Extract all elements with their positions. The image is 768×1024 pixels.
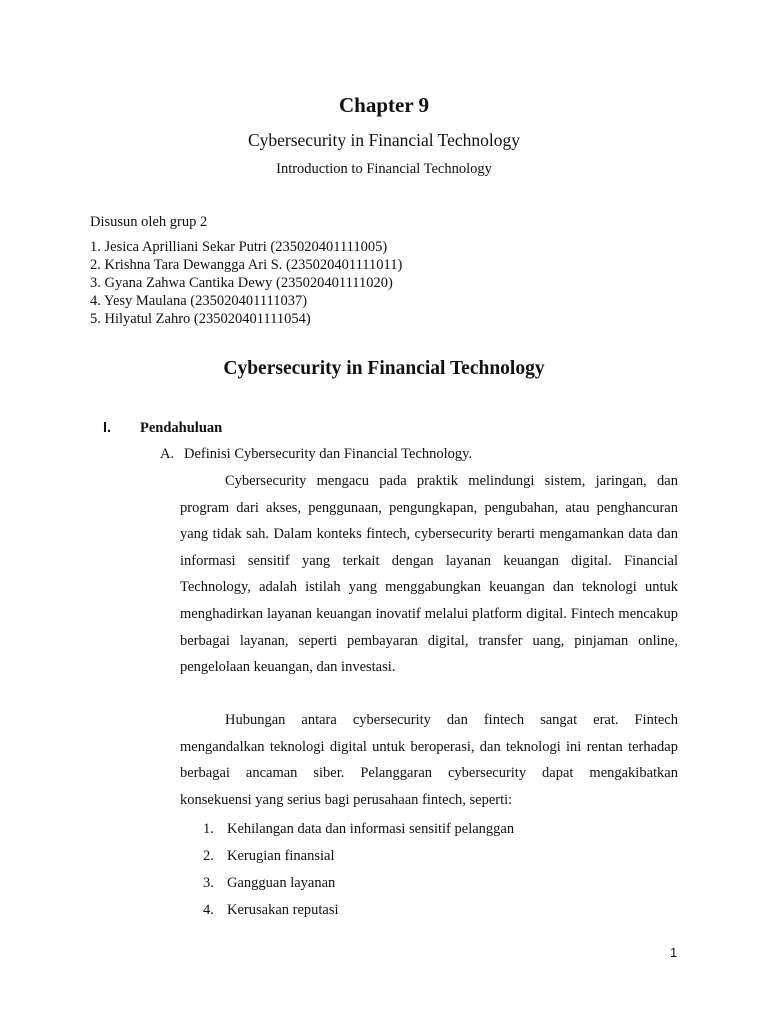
author-item: 3. Gyana Zahwa Cantika Dewy (235020401111020) <box>90 275 393 291</box>
author-item: 2. Krishna Tara Dewangga Ari S. (235020401111011) <box>90 257 403 273</box>
section-heading <box>103 418 222 438</box>
page-number: 1 <box>670 945 678 960</box>
list-item <box>203 843 514 870</box>
list-item-text: Kehilangan data dan informasi sensitif pelanggan <box>227 821 515 837</box>
body-paragraph: Cybersecurity mengacu pada praktik melindungi sistem, jaringan, dan program dari akses, penggunaan, pengungkapan, pengubahan, atau penghancuran yang tidak sah. Dalam konteks fintech, cybersecurity berarti mengamankan data dan informasi sensitif yang terkait dengan layanan keuangan digital. Financial Technology, adalah istilah yang menggabungkan keuangan dan teknologi untuk menghadirkan layanan keuangan inovatif melalui platform digital. Fintech mencakup berbagai layanan, seperti pembayaran digital, transfer uang, pinjaman online, pengelolaan keuangan, dan investasi. <box>180 473 678 676</box>
subsection-heading <box>160 444 472 464</box>
consequence-list <box>203 816 514 924</box>
main-heading: Cybersecurity in Financial Technology <box>223 358 545 379</box>
subsection-title: Definisi Cybersecurity dan Financial Technology. <box>184 446 473 462</box>
list-item-text: Kerugian finansial <box>227 848 335 864</box>
chapter-intro: Introduction to Financial Technology <box>276 161 492 177</box>
list-item <box>203 816 514 843</box>
chapter-subtitle: Cybersecurity in Financial Technology <box>247 130 521 150</box>
list-item-text: Gangguan layanan <box>227 875 336 891</box>
chapter-title: Chapter 9 <box>338 93 430 117</box>
list-item-number: 2. <box>203 848 214 864</box>
body-paragraph: Hubungan antara cybersecurity dan fintech sangat erat. Fintech mengandalkan teknologi digital untuk beroperasi, dan teknologi ini rentan terhadap berbagai ancaman siber. Pelanggaran cybersecurity dapat mengakibatkan konsekuensi yang serius bagi perusahaan fintech, seperti: <box>180 712 678 808</box>
list-item-number: 4. <box>203 902 214 918</box>
author-item: 1. Jesica Aprilliani Sekar Putri (235020401111005) <box>90 239 388 255</box>
subsection-letter: A. <box>160 446 175 462</box>
list-item-text: Kerusakan reputasi <box>227 902 339 918</box>
list-item <box>203 870 514 897</box>
author-item: 5. Hilyatul Zahro (235020401111054) <box>90 311 311 327</box>
section-title: Pendahuluan <box>140 420 223 436</box>
author-item: 4. Yesy Maulana (235020401111037) <box>90 293 308 309</box>
list-item-number: 3. <box>203 875 214 891</box>
section-numeral: I. <box>103 420 112 436</box>
list-item-number: 1. <box>203 821 214 837</box>
authors-intro: Disusun oleh grup 2 <box>90 214 208 230</box>
list-item <box>203 897 514 924</box>
authors-list <box>90 238 402 328</box>
